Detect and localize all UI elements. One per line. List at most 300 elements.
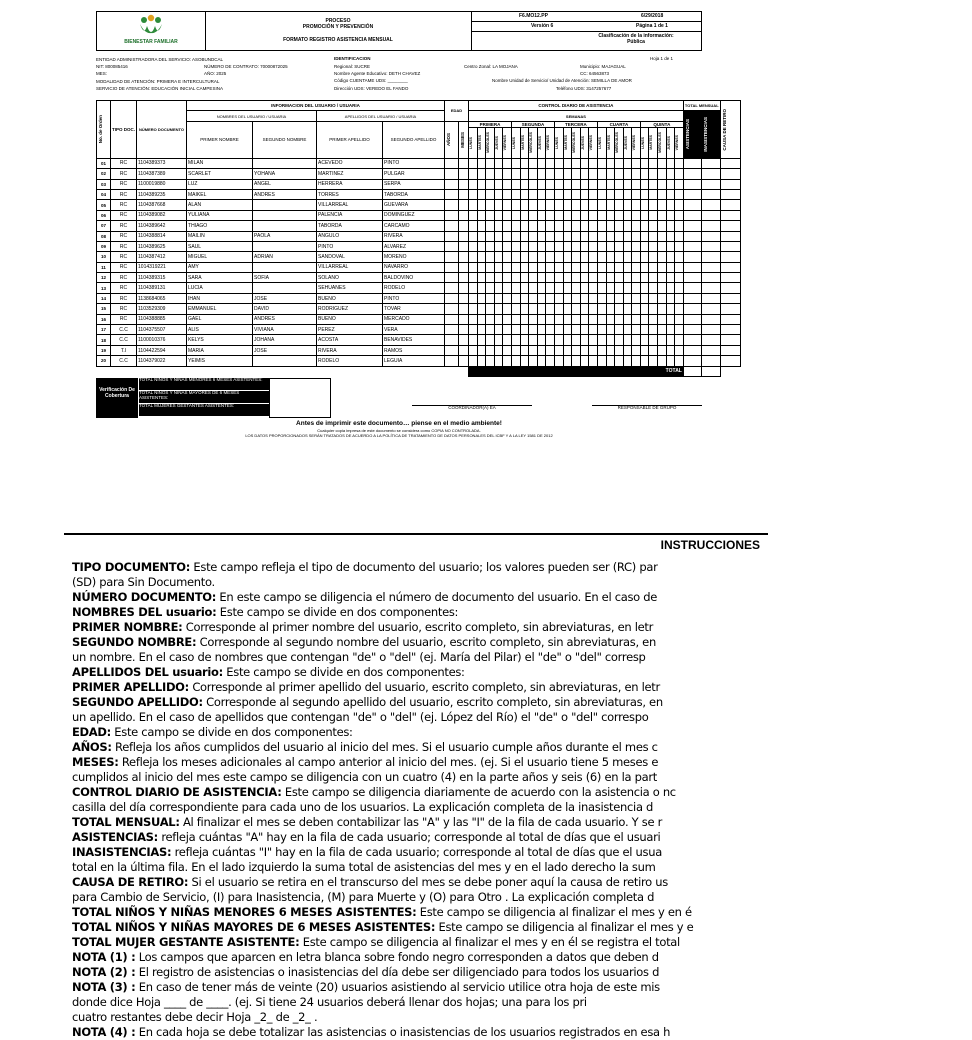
attendance-cell[interactable]	[503, 179, 512, 189]
attendance-cell[interactable]	[632, 221, 641, 231]
total-cell[interactable]	[702, 293, 720, 303]
row-tipo-doc[interactable]: RC	[111, 252, 137, 262]
attendance-cell[interactable]	[597, 221, 606, 231]
row-documento[interactable]: 1104389131	[137, 283, 187, 293]
attendance-cell[interactable]	[546, 304, 555, 314]
attendance-cell[interactable]	[649, 304, 658, 314]
age-cell[interactable]	[445, 189, 459, 199]
attendance-cell[interactable]	[615, 273, 624, 283]
attendance-cell[interactable]	[546, 356, 555, 366]
total-cell[interactable]	[702, 189, 720, 199]
attendance-cell[interactable]	[469, 304, 478, 314]
attendance-cell[interactable]	[640, 221, 649, 231]
attendance-cell[interactable]	[606, 356, 615, 366]
attendance-cell[interactable]	[623, 231, 632, 241]
attendance-cell[interactable]	[658, 283, 667, 293]
row-documento[interactable]: 1100019880	[137, 179, 187, 189]
age-cell[interactable]	[459, 314, 469, 324]
row-primer-nombre[interactable]: YULIANA	[187, 210, 253, 220]
attendance-cell[interactable]	[469, 335, 478, 345]
row-tipo-doc[interactable]: RC	[111, 158, 137, 168]
row-primer-nombre[interactable]: LUCIA	[187, 283, 253, 293]
attendance-cell[interactable]	[486, 314, 495, 324]
causa-cell[interactable]	[720, 241, 740, 251]
attendance-cell[interactable]	[589, 241, 598, 251]
age-cell[interactable]	[445, 200, 459, 210]
attendance-cell[interactable]	[469, 356, 478, 366]
attendance-cell[interactable]	[554, 283, 563, 293]
total-cell[interactable]	[702, 283, 720, 293]
age-cell[interactable]	[445, 293, 459, 303]
row-segundo-nombre[interactable]: PAOLA	[253, 231, 317, 241]
attendance-cell[interactable]	[580, 283, 589, 293]
age-cell[interactable]	[459, 325, 469, 335]
age-cell[interactable]	[445, 345, 459, 355]
attendance-cell[interactable]	[572, 335, 581, 345]
attendance-cell[interactable]	[469, 241, 478, 251]
row-segundo-nombre[interactable]: JOHANA	[253, 335, 317, 345]
attendance-cell[interactable]	[503, 169, 512, 179]
attendance-cell[interactable]	[632, 335, 641, 345]
attendance-cell[interactable]	[632, 273, 641, 283]
attendance-cell[interactable]	[494, 345, 503, 355]
total-cell[interactable]	[683, 283, 701, 293]
row-primer-apellido[interactable]: RODELO	[317, 356, 383, 366]
attendance-cell[interactable]	[477, 210, 486, 220]
attendance-cell[interactable]	[529, 231, 538, 241]
total-cell[interactable]	[702, 210, 720, 220]
attendance-cell[interactable]	[589, 189, 598, 199]
attendance-cell[interactable]	[632, 252, 641, 262]
attendance-cell[interactable]	[640, 325, 649, 335]
attendance-cell[interactable]	[494, 356, 503, 366]
row-primer-apellido[interactable]: VILLARREAL	[317, 262, 383, 272]
causa-cell[interactable]	[720, 179, 740, 189]
attendance-cell[interactable]	[580, 200, 589, 210]
row-segundo-apellido[interactable]: RIVERA	[383, 231, 445, 241]
total-cell[interactable]	[683, 335, 701, 345]
row-segundo-apellido[interactable]: MERCADO	[383, 314, 445, 324]
attendance-cell[interactable]	[675, 345, 684, 355]
attendance-cell[interactable]	[511, 262, 520, 272]
attendance-cell[interactable]	[589, 210, 598, 220]
attendance-cell[interactable]	[640, 273, 649, 283]
attendance-cell[interactable]	[537, 314, 546, 324]
attendance-cell[interactable]	[623, 325, 632, 335]
attendance-cell[interactable]	[615, 335, 624, 345]
attendance-cell[interactable]	[597, 273, 606, 283]
row-tipo-doc[interactable]: RC	[111, 221, 137, 231]
attendance-cell[interactable]	[537, 210, 546, 220]
attendance-cell[interactable]	[546, 231, 555, 241]
attendance-cell[interactable]	[623, 189, 632, 199]
row-number[interactable]: 17	[97, 325, 111, 335]
attendance-cell[interactable]	[469, 210, 478, 220]
attendance-cell[interactable]	[658, 221, 667, 231]
attendance-cell[interactable]	[675, 356, 684, 366]
row-tipo-doc[interactable]: C.C	[111, 335, 137, 345]
attendance-cell[interactable]	[503, 356, 512, 366]
attendance-cell[interactable]	[563, 345, 572, 355]
attendance-cell[interactable]	[632, 158, 641, 168]
attendance-cell[interactable]	[597, 293, 606, 303]
attendance-cell[interactable]	[469, 273, 478, 283]
attendance-cell[interactable]	[589, 325, 598, 335]
attendance-cell[interactable]	[554, 241, 563, 251]
attendance-cell[interactable]	[589, 169, 598, 179]
attendance-cell[interactable]	[632, 356, 641, 366]
attendance-cell[interactable]	[469, 189, 478, 199]
attendance-cell[interactable]	[546, 262, 555, 272]
attendance-cell[interactable]	[529, 169, 538, 179]
total-cell[interactable]	[683, 262, 701, 272]
row-primer-apellido[interactable]: ACEVEDO	[317, 158, 383, 168]
attendance-cell[interactable]	[477, 283, 486, 293]
attendance-cell[interactable]	[589, 231, 598, 241]
attendance-cell[interactable]	[486, 304, 495, 314]
attendance-cell[interactable]	[572, 231, 581, 241]
attendance-cell[interactable]	[486, 273, 495, 283]
row-primer-apellido[interactable]: SANDOVAL	[317, 252, 383, 262]
causa-cell[interactable]	[720, 210, 740, 220]
attendance-cell[interactable]	[649, 231, 658, 241]
attendance-cell[interactable]	[666, 304, 675, 314]
attendance-cell[interactable]	[589, 304, 598, 314]
age-cell[interactable]	[459, 231, 469, 241]
attendance-cell[interactable]	[477, 304, 486, 314]
attendance-cell[interactable]	[666, 169, 675, 179]
attendance-cell[interactable]	[675, 210, 684, 220]
attendance-cell[interactable]	[529, 210, 538, 220]
row-segundo-apellido[interactable]: RAMOS	[383, 345, 445, 355]
attendance-cell[interactable]	[494, 200, 503, 210]
attendance-cell[interactable]	[589, 179, 598, 189]
attendance-cell[interactable]	[666, 252, 675, 262]
attendance-cell[interactable]	[511, 200, 520, 210]
attendance-cell[interactable]	[632, 179, 641, 189]
row-documento[interactable]: 1104389235	[137, 189, 187, 199]
attendance-cell[interactable]	[615, 252, 624, 262]
attendance-cell[interactable]	[649, 273, 658, 283]
attendance-cell[interactable]	[477, 293, 486, 303]
attendance-cell[interactable]	[572, 314, 581, 324]
attendance-cell[interactable]	[520, 231, 529, 241]
row-primer-apellido[interactable]: PALENCIA	[317, 210, 383, 220]
attendance-cell[interactable]	[503, 314, 512, 324]
attendance-cell[interactable]	[658, 273, 667, 283]
row-tipo-doc[interactable]: RC	[111, 189, 137, 199]
age-cell[interactable]	[459, 210, 469, 220]
row-segundo-nombre[interactable]	[253, 262, 317, 272]
attendance-cell[interactable]	[632, 169, 641, 179]
age-cell[interactable]	[459, 189, 469, 199]
attendance-cell[interactable]	[503, 283, 512, 293]
attendance-cell[interactable]	[554, 231, 563, 241]
attendance-cell[interactable]	[486, 210, 495, 220]
attendance-cell[interactable]	[563, 335, 572, 345]
attendance-cell[interactable]	[632, 293, 641, 303]
attendance-cell[interactable]	[623, 262, 632, 272]
row-number[interactable]: 07	[97, 221, 111, 231]
attendance-cell[interactable]	[632, 283, 641, 293]
attendance-cell[interactable]	[537, 345, 546, 355]
row-documento[interactable]: 1104387412	[137, 252, 187, 262]
attendance-cell[interactable]	[554, 158, 563, 168]
attendance-cell[interactable]	[658, 356, 667, 366]
attendance-cell[interactable]	[537, 200, 546, 210]
row-segundo-nombre[interactable]: SOFIA	[253, 273, 317, 283]
causa-cell[interactable]	[720, 314, 740, 324]
row-number[interactable]: 12	[97, 273, 111, 283]
attendance-cell[interactable]	[580, 356, 589, 366]
attendance-cell[interactable]	[597, 200, 606, 210]
row-primer-apellido[interactable]: PINTO	[317, 241, 383, 251]
attendance-cell[interactable]	[529, 221, 538, 231]
row-primer-nombre[interactable]: AMY	[187, 262, 253, 272]
attendance-cell[interactable]	[494, 210, 503, 220]
attendance-cell[interactable]	[554, 314, 563, 324]
attendance-cell[interactable]	[606, 325, 615, 335]
attendance-cell[interactable]	[580, 241, 589, 251]
row-number[interactable]: 09	[97, 241, 111, 251]
row-tipo-doc[interactable]: RC	[111, 262, 137, 272]
attendance-cell[interactable]	[546, 200, 555, 210]
attendance-cell[interactable]	[623, 221, 632, 231]
attendance-cell[interactable]	[486, 221, 495, 231]
attendance-cell[interactable]	[572, 356, 581, 366]
attendance-cell[interactable]	[546, 335, 555, 345]
attendance-cell[interactable]	[666, 210, 675, 220]
row-primer-apellido[interactable]: PEREZ	[317, 325, 383, 335]
attendance-cell[interactable]	[537, 241, 546, 251]
attendance-cell[interactable]	[658, 335, 667, 345]
attendance-cell[interactable]	[511, 335, 520, 345]
attendance-cell[interactable]	[511, 221, 520, 231]
attendance-cell[interactable]	[675, 335, 684, 345]
attendance-cell[interactable]	[589, 293, 598, 303]
attendance-cell[interactable]	[658, 262, 667, 272]
attendance-cell[interactable]	[572, 158, 581, 168]
attendance-cell[interactable]	[486, 189, 495, 199]
attendance-cell[interactable]	[486, 325, 495, 335]
attendance-cell[interactable]	[658, 345, 667, 355]
row-documento[interactable]: 1104389373	[137, 158, 187, 168]
attendance-cell[interactable]	[615, 345, 624, 355]
row-number[interactable]: 04	[97, 189, 111, 199]
attendance-cell[interactable]	[580, 335, 589, 345]
attendance-cell[interactable]	[580, 169, 589, 179]
attendance-cell[interactable]	[658, 241, 667, 251]
attendance-cell[interactable]	[494, 169, 503, 179]
row-primer-apellido[interactable]: RIVERA	[317, 345, 383, 355]
row-documento[interactable]: 1104387389	[137, 169, 187, 179]
attendance-cell[interactable]	[520, 335, 529, 345]
attendance-cell[interactable]	[486, 179, 495, 189]
attendance-cell[interactable]	[623, 252, 632, 262]
attendance-cell[interactable]	[486, 200, 495, 210]
attendance-cell[interactable]	[606, 200, 615, 210]
attendance-cell[interactable]	[589, 158, 598, 168]
attendance-cell[interactable]	[675, 314, 684, 324]
attendance-cell[interactable]	[529, 325, 538, 335]
attendance-cell[interactable]	[580, 345, 589, 355]
total-cell[interactable]	[683, 304, 701, 314]
attendance-cell[interactable]	[572, 293, 581, 303]
attendance-cell[interactable]	[589, 283, 598, 293]
attendance-cell[interactable]	[580, 293, 589, 303]
row-segundo-nombre[interactable]	[253, 356, 317, 366]
attendance-cell[interactable]	[520, 325, 529, 335]
attendance-cell[interactable]	[537, 293, 546, 303]
attendance-cell[interactable]	[520, 210, 529, 220]
attendance-cell[interactable]	[563, 325, 572, 335]
attendance-cell[interactable]	[563, 231, 572, 241]
row-number[interactable]: 08	[97, 231, 111, 241]
attendance-cell[interactable]	[503, 200, 512, 210]
attendance-cell[interactable]	[554, 345, 563, 355]
attendance-cell[interactable]	[666, 335, 675, 345]
attendance-cell[interactable]	[640, 252, 649, 262]
attendance-cell[interactable]	[580, 189, 589, 199]
attendance-cell[interactable]	[503, 345, 512, 355]
attendance-cell[interactable]	[529, 293, 538, 303]
attendance-cell[interactable]	[658, 293, 667, 303]
attendance-cell[interactable]	[615, 304, 624, 314]
row-number[interactable]: 16	[97, 314, 111, 324]
attendance-cell[interactable]	[615, 231, 624, 241]
attendance-cell[interactable]	[520, 200, 529, 210]
attendance-cell[interactable]	[615, 158, 624, 168]
attendance-cell[interactable]	[606, 283, 615, 293]
row-primer-apellido[interactable]: BUENO	[317, 293, 383, 303]
attendance-cell[interactable]	[649, 252, 658, 262]
attendance-cell[interactable]	[649, 356, 658, 366]
age-cell[interactable]	[459, 304, 469, 314]
attendance-cell[interactable]	[511, 356, 520, 366]
row-segundo-nombre[interactable]	[253, 200, 317, 210]
attendance-cell[interactable]	[469, 221, 478, 231]
attendance-cell[interactable]	[580, 273, 589, 283]
attendance-cell[interactable]	[494, 335, 503, 345]
attendance-cell[interactable]	[520, 314, 529, 324]
attendance-cell[interactable]	[486, 356, 495, 366]
attendance-cell[interactable]	[580, 325, 589, 335]
age-cell[interactable]	[445, 210, 459, 220]
row-primer-nombre[interactable]: SCARLET	[187, 169, 253, 179]
attendance-cell[interactable]	[537, 169, 546, 179]
age-cell[interactable]	[445, 262, 459, 272]
causa-cell[interactable]	[720, 283, 740, 293]
age-cell[interactable]	[445, 304, 459, 314]
row-primer-nombre[interactable]: IHAN	[187, 293, 253, 303]
attendance-cell[interactable]	[623, 345, 632, 355]
attendance-cell[interactable]	[632, 200, 641, 210]
attendance-cell[interactable]	[589, 200, 598, 210]
attendance-cell[interactable]	[529, 179, 538, 189]
attendance-cell[interactable]	[623, 169, 632, 179]
attendance-cell[interactable]	[572, 189, 581, 199]
attendance-cell[interactable]	[640, 241, 649, 251]
total-cell[interactable]	[683, 231, 701, 241]
attendance-cell[interactable]	[597, 314, 606, 324]
attendance-cell[interactable]	[511, 179, 520, 189]
attendance-cell[interactable]	[477, 345, 486, 355]
attendance-cell[interactable]	[494, 158, 503, 168]
attendance-cell[interactable]	[529, 262, 538, 272]
attendance-cell[interactable]	[546, 314, 555, 324]
row-primer-nombre[interactable]: MIGUEL	[187, 252, 253, 262]
row-tipo-doc[interactable]: T.I	[111, 345, 137, 355]
attendance-cell[interactable]	[520, 293, 529, 303]
causa-cell[interactable]	[720, 189, 740, 199]
attendance-cell[interactable]	[511, 283, 520, 293]
attendance-cell[interactable]	[606, 314, 615, 324]
attendance-cell[interactable]	[649, 262, 658, 272]
attendance-cell[interactable]	[580, 314, 589, 324]
age-cell[interactable]	[459, 283, 469, 293]
attendance-cell[interactable]	[658, 252, 667, 262]
attendance-cell[interactable]	[666, 293, 675, 303]
attendance-cell[interactable]	[477, 158, 486, 168]
attendance-cell[interactable]	[675, 179, 684, 189]
row-primer-apellido[interactable]: VILLARREAL	[317, 200, 383, 210]
attendance-cell[interactable]	[623, 304, 632, 314]
attendance-cell[interactable]	[486, 158, 495, 168]
attendance-cell[interactable]	[477, 356, 486, 366]
attendance-cell[interactable]	[546, 293, 555, 303]
total-cell[interactable]	[683, 314, 701, 324]
row-primer-apellido[interactable]: SOLANO	[317, 273, 383, 283]
attendance-cell[interactable]	[658, 314, 667, 324]
row-primer-apellido[interactable]: ANGULO	[317, 231, 383, 241]
attendance-cell[interactable]	[486, 293, 495, 303]
attendance-cell[interactable]	[469, 293, 478, 303]
attendance-cell[interactable]	[649, 241, 658, 251]
row-tipo-doc[interactable]: C.C	[111, 325, 137, 335]
age-cell[interactable]	[459, 262, 469, 272]
attendance-cell[interactable]	[529, 189, 538, 199]
attendance-cell[interactable]	[503, 221, 512, 231]
attendance-cell[interactable]	[537, 304, 546, 314]
attendance-cell[interactable]	[658, 179, 667, 189]
attendance-cell[interactable]	[572, 262, 581, 272]
attendance-cell[interactable]	[597, 179, 606, 189]
row-segundo-apellido[interactable]: VERA	[383, 325, 445, 335]
attendance-cell[interactable]	[623, 200, 632, 210]
attendance-cell[interactable]	[537, 356, 546, 366]
attendance-cell[interactable]	[511, 231, 520, 241]
attendance-cell[interactable]	[597, 335, 606, 345]
age-cell[interactable]	[459, 169, 469, 179]
row-documento[interactable]: 1138684065	[137, 293, 187, 303]
row-number[interactable]: 01	[97, 158, 111, 168]
attendance-cell[interactable]	[675, 200, 684, 210]
attendance-cell[interactable]	[572, 241, 581, 251]
attendance-cell[interactable]	[649, 179, 658, 189]
attendance-cell[interactable]	[529, 241, 538, 251]
attendance-cell[interactable]	[511, 273, 520, 283]
attendance-cell[interactable]	[675, 273, 684, 283]
attendance-cell[interactable]	[666, 221, 675, 231]
attendance-cell[interactable]	[546, 179, 555, 189]
attendance-cell[interactable]	[537, 273, 546, 283]
row-segundo-apellido[interactable]: TOVAR	[383, 304, 445, 314]
attendance-cell[interactable]	[649, 314, 658, 324]
age-cell[interactable]	[445, 169, 459, 179]
attendance-cell[interactable]	[537, 283, 546, 293]
row-number[interactable]: 20	[97, 356, 111, 366]
row-number[interactable]: 19	[97, 345, 111, 355]
